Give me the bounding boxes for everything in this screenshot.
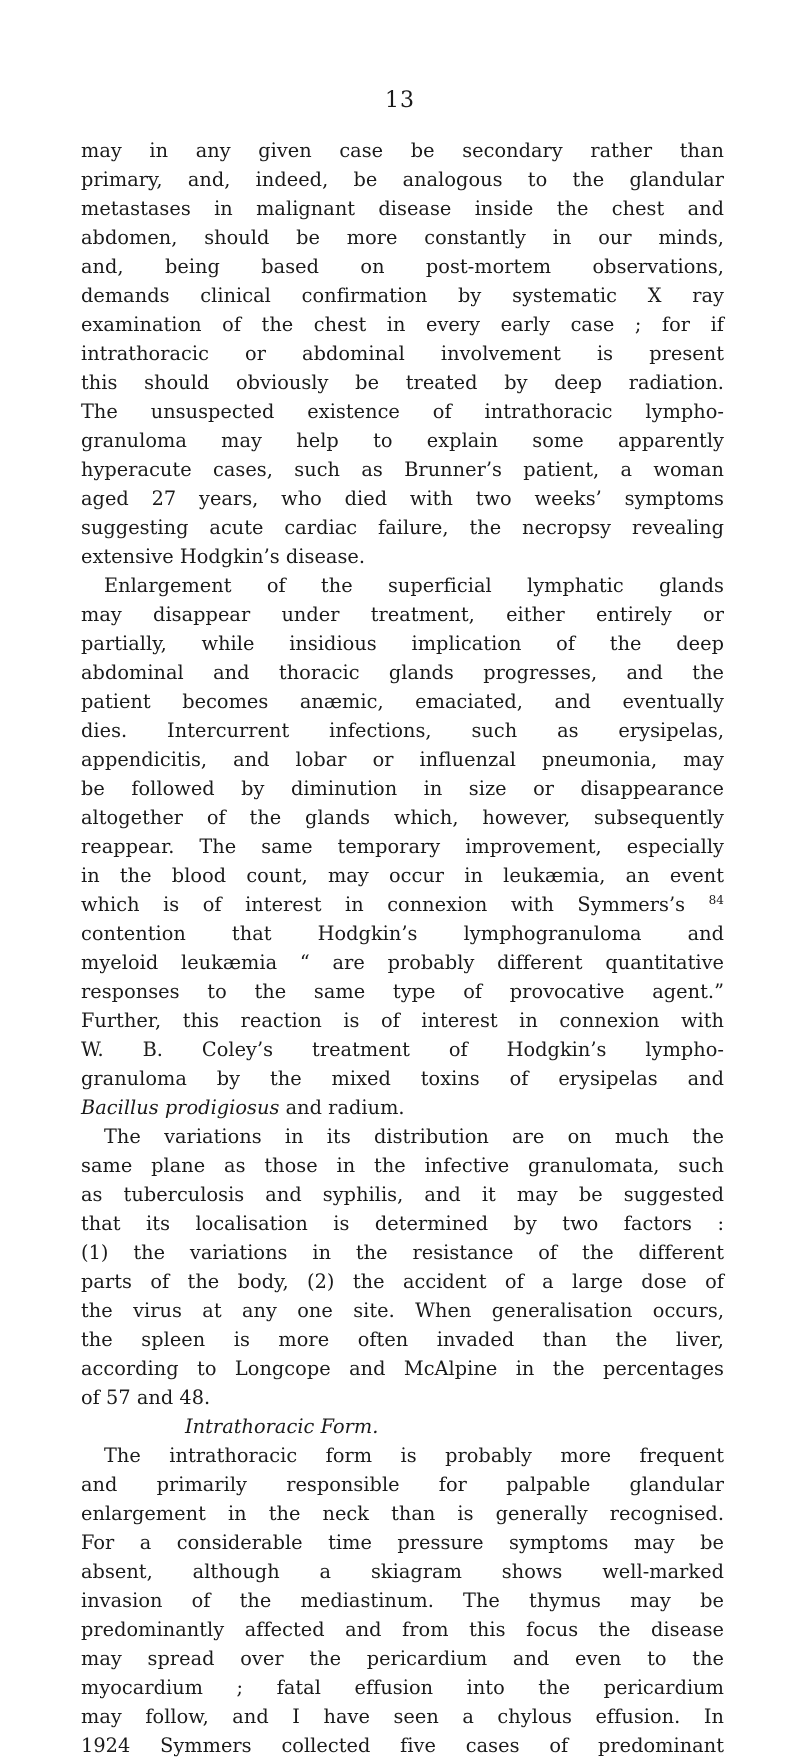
reference-superscript: 84 bbox=[708, 893, 724, 907]
text-line: same plane as those in the infective granulomata, such bbox=[81, 1154, 724, 1177]
text-line: invasion of the mediastinum. The thymus may be bbox=[81, 1589, 724, 1612]
text-line: predominantly affected and from this focus the disease bbox=[81, 1618, 724, 1641]
text-line bbox=[81, 890, 724, 919]
text-line: The unsuspected existence of intrathoracic lympho- bbox=[81, 400, 724, 423]
text-line: W. B. Coley’s treatment of Hodgkin’s lympho- bbox=[81, 1038, 724, 1061]
body-text bbox=[81, 136, 724, 1760]
text-line: granuloma by the mixed toxins of erysipelas and bbox=[81, 1067, 724, 1090]
text-line: dies. Intercurrent infections, such as erysipelas, bbox=[81, 719, 724, 742]
text-line: primary, and, indeed, be analogous to the glandular bbox=[81, 168, 724, 191]
text-line: hyperacute cases, such as Brunner’s patient, a woman bbox=[81, 458, 724, 481]
text-line bbox=[81, 1093, 724, 1122]
text-line: For a considerable time pressure symptoms may be bbox=[81, 1531, 724, 1554]
text-line: in the blood count, may occur in leukæmia, an event bbox=[81, 864, 724, 887]
text-line: intrathoracic or abdominal involvement is present bbox=[81, 342, 724, 365]
text-line: Further, this reaction is of interest in connexion with bbox=[81, 1009, 724, 1032]
text-line: Enlargement of the superficial lymphatic glands bbox=[104, 574, 724, 597]
line-text: which is of interest in connexion with Symmers’s bbox=[81, 893, 686, 916]
line-text: and radium. bbox=[279, 1096, 405, 1119]
text-line: patient becomes anæmic, emaciated, and eventually bbox=[81, 690, 724, 713]
text-line: that its localisation is determined by two factors : bbox=[81, 1212, 724, 1235]
text-line: may spread over the pericardium and even to the bbox=[81, 1647, 724, 1670]
text-line: metastases in malignant disease inside the chest and bbox=[81, 197, 724, 220]
text-line: responses to the same type of provocative agent.” bbox=[81, 980, 724, 1003]
italic-text: Bacillus prodigiosus bbox=[81, 1096, 280, 1119]
text-line: (1) the variations in the resistance of the different bbox=[81, 1241, 724, 1264]
text-line: extensive Hodgkin’s disease. bbox=[81, 545, 366, 568]
text-line: according to Longcope and McAlpine in the percentages bbox=[81, 1357, 724, 1380]
text-line: altogether of the glands which, however, subsequently bbox=[81, 806, 724, 829]
text-line: reappear. The same temporary improvement, especially bbox=[81, 835, 724, 858]
text-line: aged 27 years, who died with two weeks’ symptoms bbox=[81, 487, 724, 510]
text-line: suggesting acute cardiac failure, the necropsy revealing bbox=[81, 516, 724, 539]
text-line: The variations in its distribution are on much the bbox=[104, 1125, 724, 1148]
text-line: abdomen, should be more constantly in our minds, bbox=[81, 226, 724, 249]
text-line: The intrathoracic form is probably more frequent bbox=[104, 1444, 724, 1467]
text-line: myeloid leukæmia “ are probably different quantitative bbox=[81, 951, 724, 974]
section-heading: Intrathoracic Form. bbox=[185, 1415, 379, 1438]
text-line: contention that Hodgkin’s lymphogranuloma and bbox=[81, 922, 724, 945]
text-line: may disappear under treatment, either entirely or bbox=[81, 603, 724, 626]
text-line: granuloma may help to explain some apparently bbox=[81, 429, 724, 452]
text-line: be followed by diminution in size or disappearance bbox=[81, 777, 724, 800]
text-line: enlargement in the neck than is generally recognised. bbox=[81, 1502, 724, 1525]
page-number: 13 bbox=[385, 88, 415, 113]
text-line: the virus at any one site. When generalisation occurs, bbox=[81, 1299, 724, 1322]
text-line: absent, although a skiagram shows well-marked bbox=[81, 1560, 724, 1583]
text-line: examination of the chest in every early case ; for if bbox=[81, 313, 724, 336]
text-line: parts of the body, (2) the accident of a large dose of bbox=[81, 1270, 724, 1293]
text-line: this should obviously be treated by deep radiation. bbox=[81, 371, 724, 394]
text-line: demands clinical confirmation by systematic X ray bbox=[81, 284, 724, 307]
text-line: appendicitis, and lobar or influenzal pneumonia, may bbox=[81, 748, 724, 771]
text-line: may follow, and I have seen a chylous effusion. In bbox=[81, 1705, 724, 1728]
text-line: abdominal and thoracic glands progresses, and the bbox=[81, 661, 724, 684]
text-line: 1924 Symmers collected five cases of predominant bbox=[81, 1734, 724, 1757]
text-line: myocardium ; fatal effusion into the pericardium bbox=[81, 1676, 724, 1699]
text-line: and primarily responsible for palpable glandular bbox=[81, 1473, 724, 1496]
text-line: partially, while insidious implication of the deep bbox=[81, 632, 724, 655]
text-line: of 57 and 48. bbox=[81, 1386, 211, 1409]
text-line: the spleen is more often invaded than the liver, bbox=[81, 1328, 724, 1351]
text-line: may in any given case be secondary rather than bbox=[81, 139, 724, 162]
text-line: as tuberculosis and syphilis, and it may be suggested bbox=[81, 1183, 724, 1206]
text-line: and, being based on post-mortem observations, bbox=[81, 255, 724, 278]
